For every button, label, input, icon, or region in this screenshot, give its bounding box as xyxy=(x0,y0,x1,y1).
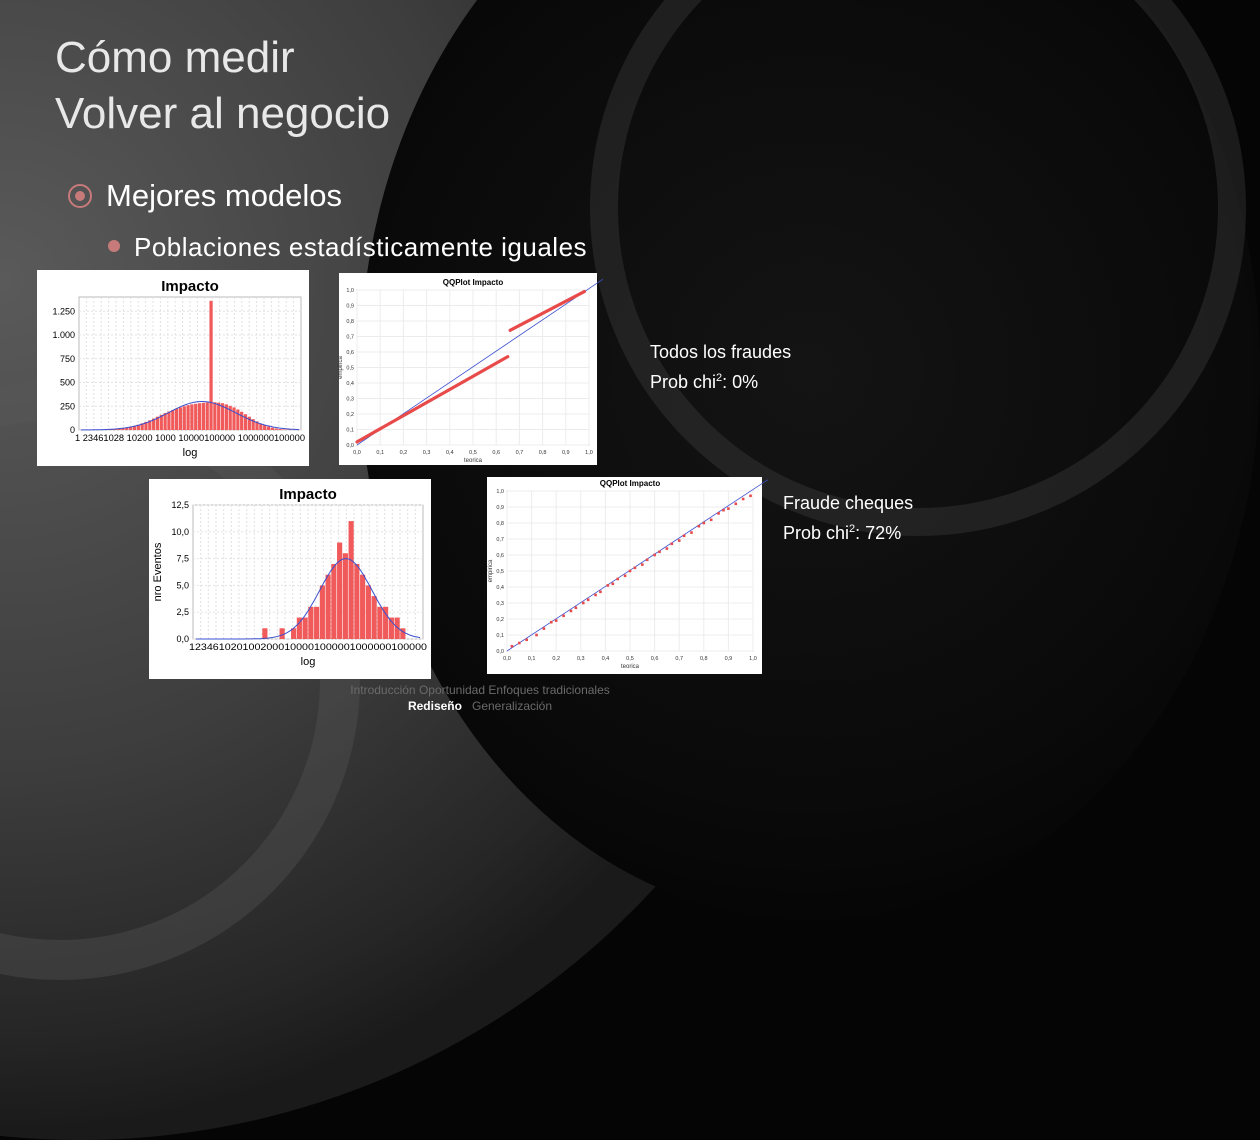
q2-xtick: 0,0 xyxy=(503,656,511,662)
q1-ytick: 0,1 xyxy=(346,428,354,434)
q2-point xyxy=(570,610,573,613)
h1-ytick: 250 xyxy=(60,401,75,411)
footer-item-rediseno[interactable]: Rediseño xyxy=(408,699,462,713)
h1-bar xyxy=(232,407,235,430)
footer-item-generalizacion[interactable]: Generalización xyxy=(472,699,552,713)
h2-ylabel: nro Eventos xyxy=(152,542,164,601)
h2-bar xyxy=(337,543,342,639)
qqplot-check-fraud-svg xyxy=(487,477,762,674)
q2-point xyxy=(518,642,521,645)
q2-point xyxy=(683,535,686,538)
q2-point xyxy=(543,627,546,630)
q2-point xyxy=(535,634,538,637)
footer-item-introduccion[interactable]: Introducción xyxy=(350,683,415,697)
histogram-all-frauds xyxy=(37,270,309,466)
q1-xtick: 0,6 xyxy=(492,450,500,456)
q2-xtick: 0,4 xyxy=(602,656,610,662)
footer-item-oportunidad[interactable]: Oportunidad xyxy=(419,683,485,697)
q1-xlabel: teorica xyxy=(464,458,483,464)
q2-point xyxy=(703,522,706,525)
q2-xtick: 1,0 xyxy=(749,656,757,662)
h2-bar xyxy=(354,564,359,639)
h1-ytick: 1.000 xyxy=(52,330,75,340)
q2-point xyxy=(611,583,614,586)
h1-bar xyxy=(278,429,281,430)
q2-point xyxy=(575,607,578,610)
footer-item-enfoques[interactable]: Enfoques tradicionales xyxy=(488,683,609,697)
q1-ytick: 1,0 xyxy=(346,288,354,294)
q2-xtick: 0,3 xyxy=(577,656,585,662)
q1-ytick: 0,4 xyxy=(346,381,354,387)
q2-xtick: 0,2 xyxy=(552,656,560,662)
q1-ytick: 0,6 xyxy=(346,350,354,356)
q1-ytick: 0,2 xyxy=(346,412,354,418)
h1-bar xyxy=(198,403,201,430)
q1-xtick: 0,4 xyxy=(446,450,454,456)
note-all-frauds xyxy=(650,339,791,395)
q2-point xyxy=(616,578,619,581)
q2-point xyxy=(690,531,693,534)
h2-ytick: 10,0 xyxy=(171,527,189,537)
q1-xtick: 0,3 xyxy=(423,450,431,456)
title-line-2: Volver al negocio xyxy=(55,86,390,142)
h1-bar xyxy=(271,428,274,430)
q2-point xyxy=(624,575,627,578)
q2-ytick: 1,0 xyxy=(496,489,504,495)
q2-xtick: 0,9 xyxy=(725,656,733,662)
q2-point xyxy=(734,503,737,506)
q2-point xyxy=(582,602,585,605)
q2-point xyxy=(550,621,553,624)
q2-point xyxy=(607,584,610,587)
h1-bar xyxy=(183,406,186,430)
q2-ytick: 0,2 xyxy=(496,617,504,623)
h1-bar xyxy=(171,410,174,430)
h1-xtick-labels: 1 23461028 10200 1000 10000100000 1000000100000 xyxy=(75,433,305,443)
q2-point xyxy=(727,507,730,510)
note-all-frauds-line2: Prob chi$^2$: 0% xyxy=(650,365,791,395)
h2-bar xyxy=(372,596,377,639)
q1-xtick: 0,9 xyxy=(562,450,570,456)
h2-bar xyxy=(377,607,382,639)
h1-bar xyxy=(217,403,220,430)
q2-xtick: 0,1 xyxy=(528,656,536,662)
h2-title: Impacto xyxy=(279,486,337,503)
bullet-2-text: Poblaciones estadísticamente iguales xyxy=(134,232,587,262)
q2-point xyxy=(646,559,649,562)
q2-point xyxy=(722,509,725,512)
q1-ytick: 0,7 xyxy=(346,335,354,341)
q2-xtick: 0,6 xyxy=(651,656,659,662)
footer-nav-row2 xyxy=(0,699,960,713)
q1-ytick: 0,3 xyxy=(346,397,354,403)
q1-xtick: 0,2 xyxy=(400,450,408,456)
histogram-check-fraud xyxy=(149,479,431,679)
h1-bar xyxy=(275,428,278,430)
h1-bar xyxy=(209,301,212,430)
h1-bar xyxy=(190,404,193,430)
q2-point xyxy=(658,551,661,554)
q2-ytick: 0,0 xyxy=(496,649,504,655)
qqplot-all-frauds xyxy=(339,273,597,465)
h1-bar xyxy=(202,403,205,430)
h2-ytick: 5,0 xyxy=(176,580,189,590)
q2-point xyxy=(653,554,656,557)
h2-bar xyxy=(320,585,325,639)
q2-ytick: 0,6 xyxy=(496,553,504,559)
q2-point xyxy=(666,547,669,550)
h1-bar xyxy=(236,409,239,430)
q2-point xyxy=(678,539,681,542)
q2-ytick: 0,7 xyxy=(496,537,504,543)
q2-point xyxy=(742,498,745,501)
q2-point xyxy=(562,615,565,618)
note-check-fraud-line1: Fraude cheques xyxy=(783,490,913,516)
h1-bar xyxy=(267,427,270,430)
h2-ytick: 7,5 xyxy=(176,554,189,564)
q1-title: QQPlot Impacto xyxy=(443,278,504,287)
h1-bar xyxy=(282,429,285,430)
h1-bar xyxy=(194,404,197,430)
q2-point xyxy=(749,495,752,498)
h2-bar xyxy=(360,575,365,639)
h2-bar xyxy=(366,585,371,639)
q2-point xyxy=(717,512,720,515)
q2-point xyxy=(555,619,558,622)
q1-xtick: 0,0 xyxy=(353,450,361,456)
q2-point xyxy=(594,594,597,597)
circle-bullet-icon xyxy=(68,184,92,208)
h2-ytick: 12,5 xyxy=(171,500,189,510)
h1-ytick: 750 xyxy=(60,354,75,364)
h2-bar xyxy=(308,607,313,639)
footer-nav xyxy=(0,683,960,697)
h2-bar xyxy=(262,628,267,639)
slide-title xyxy=(55,30,390,142)
bullet-level-2 xyxy=(108,232,587,263)
q1-xtick: 0,7 xyxy=(516,450,524,456)
q2-ytick: 0,5 xyxy=(496,569,504,575)
q2-ytick: 0,3 xyxy=(496,601,504,607)
q1-xtick: 1,0 xyxy=(585,450,593,456)
h1-bar xyxy=(167,411,170,430)
h2-bar xyxy=(349,521,354,639)
q2-ytick: 0,9 xyxy=(496,505,504,511)
q2-point xyxy=(698,525,701,528)
q2-point xyxy=(634,567,637,570)
h2-ytick: 0,0 xyxy=(176,634,189,644)
q2-point xyxy=(710,519,713,522)
h2-bar xyxy=(314,607,319,639)
note-check-fraud-line2: Prob chi$^2$: 72% xyxy=(783,516,913,546)
q1-xtick: 0,5 xyxy=(469,450,477,456)
h1-bar xyxy=(164,413,167,430)
note-all-frauds-line1: Todos los fraudes xyxy=(650,339,791,365)
q2-ytick: 0,4 xyxy=(496,585,504,591)
q2-point xyxy=(641,563,644,566)
h1-bar xyxy=(263,425,266,430)
q2-point xyxy=(511,645,514,648)
h2-ytick: 2,5 xyxy=(176,607,189,617)
h1-title: Impacto xyxy=(161,278,219,295)
q1-xtick: 0,1 xyxy=(376,450,384,456)
h1-bar xyxy=(179,407,182,430)
q2-xtick: 0,5 xyxy=(626,656,634,662)
h2-xlabel: log xyxy=(301,656,316,668)
q2-point xyxy=(587,599,590,602)
h1-bar xyxy=(240,412,243,430)
h1-bar xyxy=(186,405,189,430)
bullet-level-1 xyxy=(68,178,342,214)
note-check-fraud xyxy=(783,490,913,546)
q2-point xyxy=(671,543,674,546)
h1-xlabel: log xyxy=(183,447,198,459)
title-line-1: Cómo medir xyxy=(55,30,390,86)
h1-ytick: 0 xyxy=(70,425,75,435)
h2-bar xyxy=(303,618,308,639)
q2-xtick: 0,8 xyxy=(700,656,708,662)
q1-ytick: 0,5 xyxy=(346,366,354,372)
q1-ytick: 0,8 xyxy=(346,319,354,325)
q2-ytick: 0,1 xyxy=(496,633,504,639)
h1-bar xyxy=(175,409,178,430)
q2-xlabel: teorica xyxy=(621,664,640,670)
q1-ytick: 0,0 xyxy=(346,443,354,449)
q2-point xyxy=(599,591,602,594)
histogram-check-fraud-svg xyxy=(149,479,431,679)
q1-xtick: 0,8 xyxy=(539,450,547,456)
qqplot-check-fraud xyxy=(487,477,762,674)
h2-bar xyxy=(343,553,348,639)
h1-ytick: 1.250 xyxy=(52,306,75,316)
h2-bar xyxy=(331,564,336,639)
q2-point xyxy=(525,639,528,642)
q2-ylabel: empirica xyxy=(488,559,494,582)
h1-ytick: 500 xyxy=(60,378,75,388)
h1-bar xyxy=(213,402,216,430)
q2-ytick: 0,8 xyxy=(496,521,504,527)
bullet-1-text: Mejores modelos xyxy=(106,178,342,213)
q1-ylabel: empirica xyxy=(338,356,344,379)
q1-ytick: 0,9 xyxy=(346,304,354,310)
h1-bar xyxy=(206,402,209,430)
dot-bullet-icon xyxy=(108,240,120,252)
q2-xtick: 0,7 xyxy=(675,656,683,662)
histogram-all-frauds-svg xyxy=(37,270,309,466)
h2-bar xyxy=(326,575,331,639)
h2-xtick-labels: 1234610201002000100001000001000000100000 xyxy=(189,642,427,652)
q2-point xyxy=(629,570,632,573)
q2-title: QQPlot Impacto xyxy=(600,479,661,488)
qqplot-all-frauds-svg xyxy=(339,273,597,465)
